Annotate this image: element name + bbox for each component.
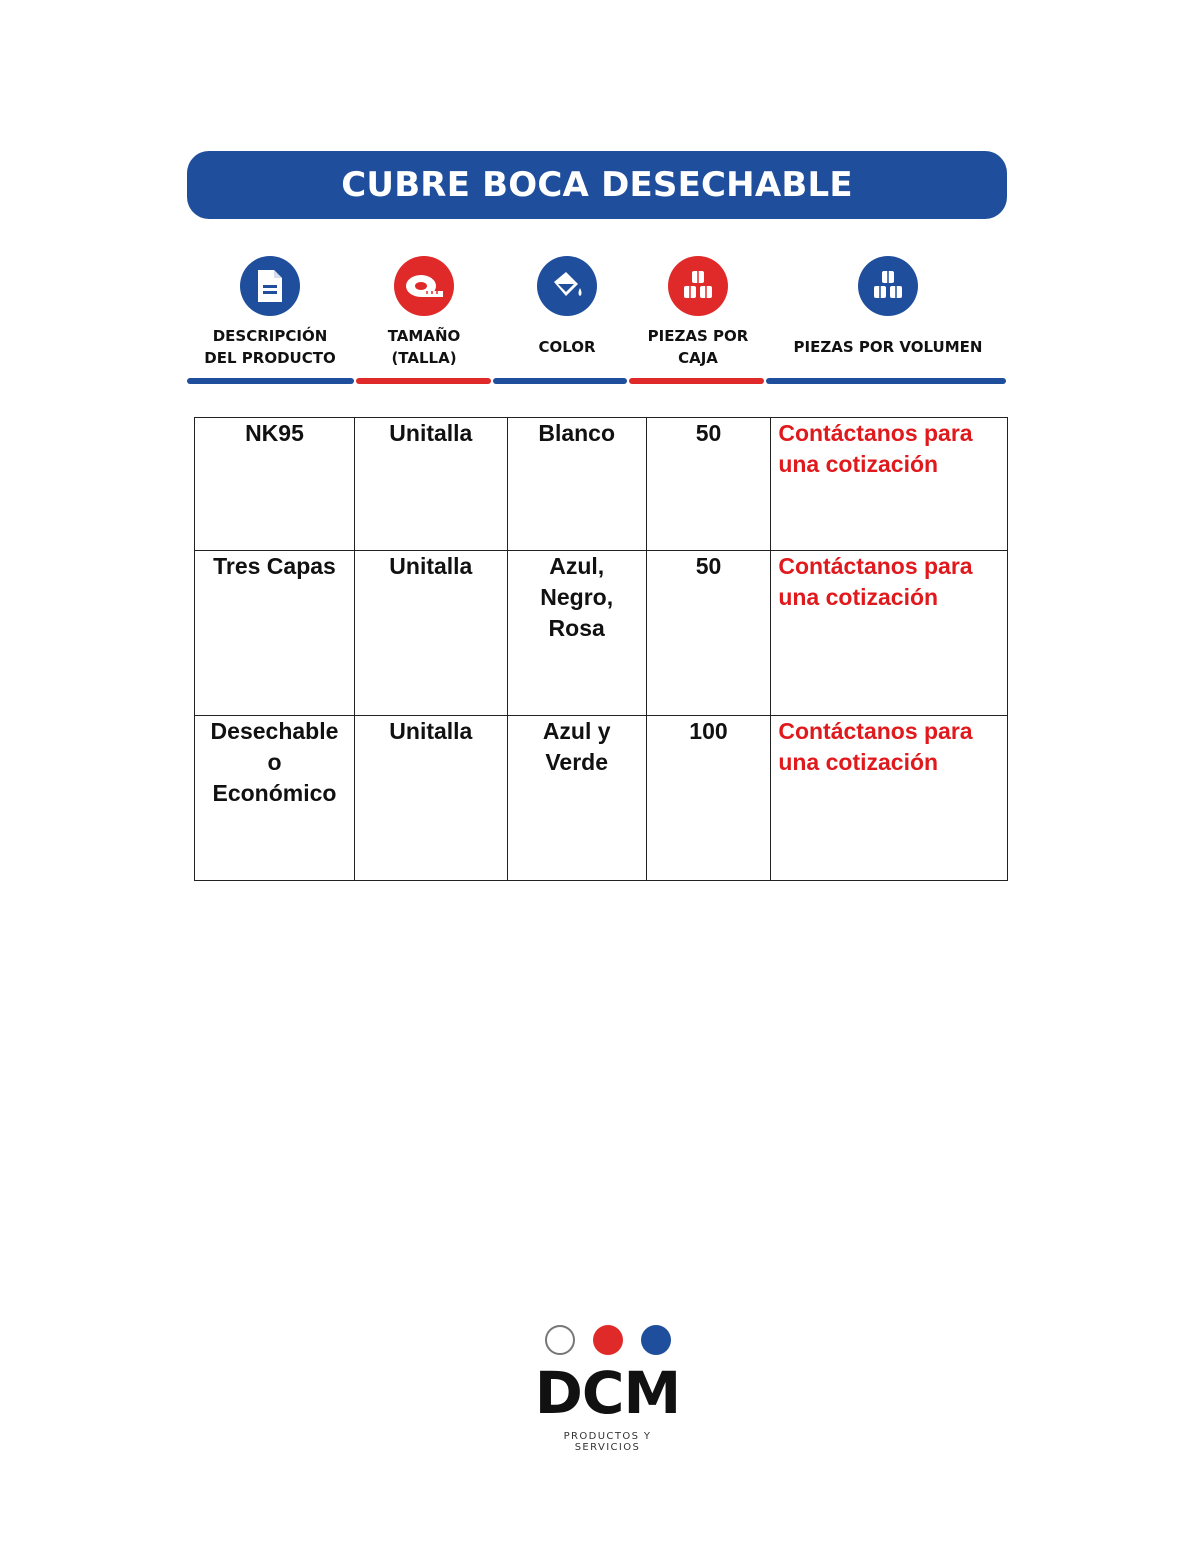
column-label: COLOR: [538, 338, 596, 356]
column-header-pieces: [628, 256, 768, 372]
cell-pieces: 100: [646, 716, 771, 881]
column-label: PIEZAS POR VOLUMEN: [793, 338, 983, 356]
cell-color: Blanco: [507, 418, 646, 551]
column-header-color: [497, 256, 637, 372]
measuring-tape-icon: [394, 256, 454, 316]
logo-brand: DCM: [534, 1359, 681, 1427]
table-row: [195, 418, 1008, 551]
column-header-volume: [770, 256, 1006, 372]
page-title: CUBRE BOCA DESECHABLE: [187, 151, 1007, 219]
column-divider: [187, 378, 354, 384]
column-divider: [356, 378, 491, 384]
cell-size: Unitalla: [354, 551, 507, 716]
cell-volume-quote: Contáctanos para una cotización: [771, 551, 1008, 716]
cell-size: Unitalla: [354, 716, 507, 881]
cell-volume-quote: Contáctanos para una cotización: [771, 418, 1008, 551]
table-row: [195, 716, 1008, 881]
boxes-icon: [858, 256, 918, 316]
column-header-description: [190, 256, 350, 372]
cell-color: Azul y Verde: [507, 716, 646, 881]
cell-product: Desechable o Económico: [195, 716, 355, 881]
boxes-icon: [668, 256, 728, 316]
column-label: PIEZAS POR CAJA: [647, 327, 749, 367]
logo-dot-red: [593, 1325, 623, 1355]
logo-dot-white: [545, 1325, 575, 1355]
logo-dot-blue: [641, 1325, 671, 1355]
cell-volume-quote: Contáctanos para una cotización: [771, 716, 1008, 881]
table-row: [195, 551, 1008, 716]
logo-dots: [545, 1325, 671, 1355]
column-divider: [629, 378, 764, 384]
product-table: [194, 417, 1008, 881]
column-divider: [766, 378, 1006, 384]
cell-color: Azul, Negro, Rosa: [507, 551, 646, 716]
cell-product: NK95: [195, 418, 355, 551]
cell-pieces: 50: [646, 418, 771, 551]
document-icon: [240, 256, 300, 316]
cell-size: Unitalla: [354, 418, 507, 551]
column-divider: [493, 378, 627, 384]
logo-tagline: PRODUCTOS Y SERVICIOS: [563, 1431, 652, 1453]
column-header-size: [353, 256, 495, 372]
cell-pieces: 50: [646, 551, 771, 716]
column-label: DESCRIPCIÓN DEL PRODUCTO: [204, 327, 336, 367]
company-logo: [530, 1325, 685, 1453]
paint-bucket-icon: [537, 256, 597, 316]
cell-product: Tres Capas: [195, 551, 355, 716]
column-label: TAMAÑO (TALLA): [387, 327, 461, 367]
